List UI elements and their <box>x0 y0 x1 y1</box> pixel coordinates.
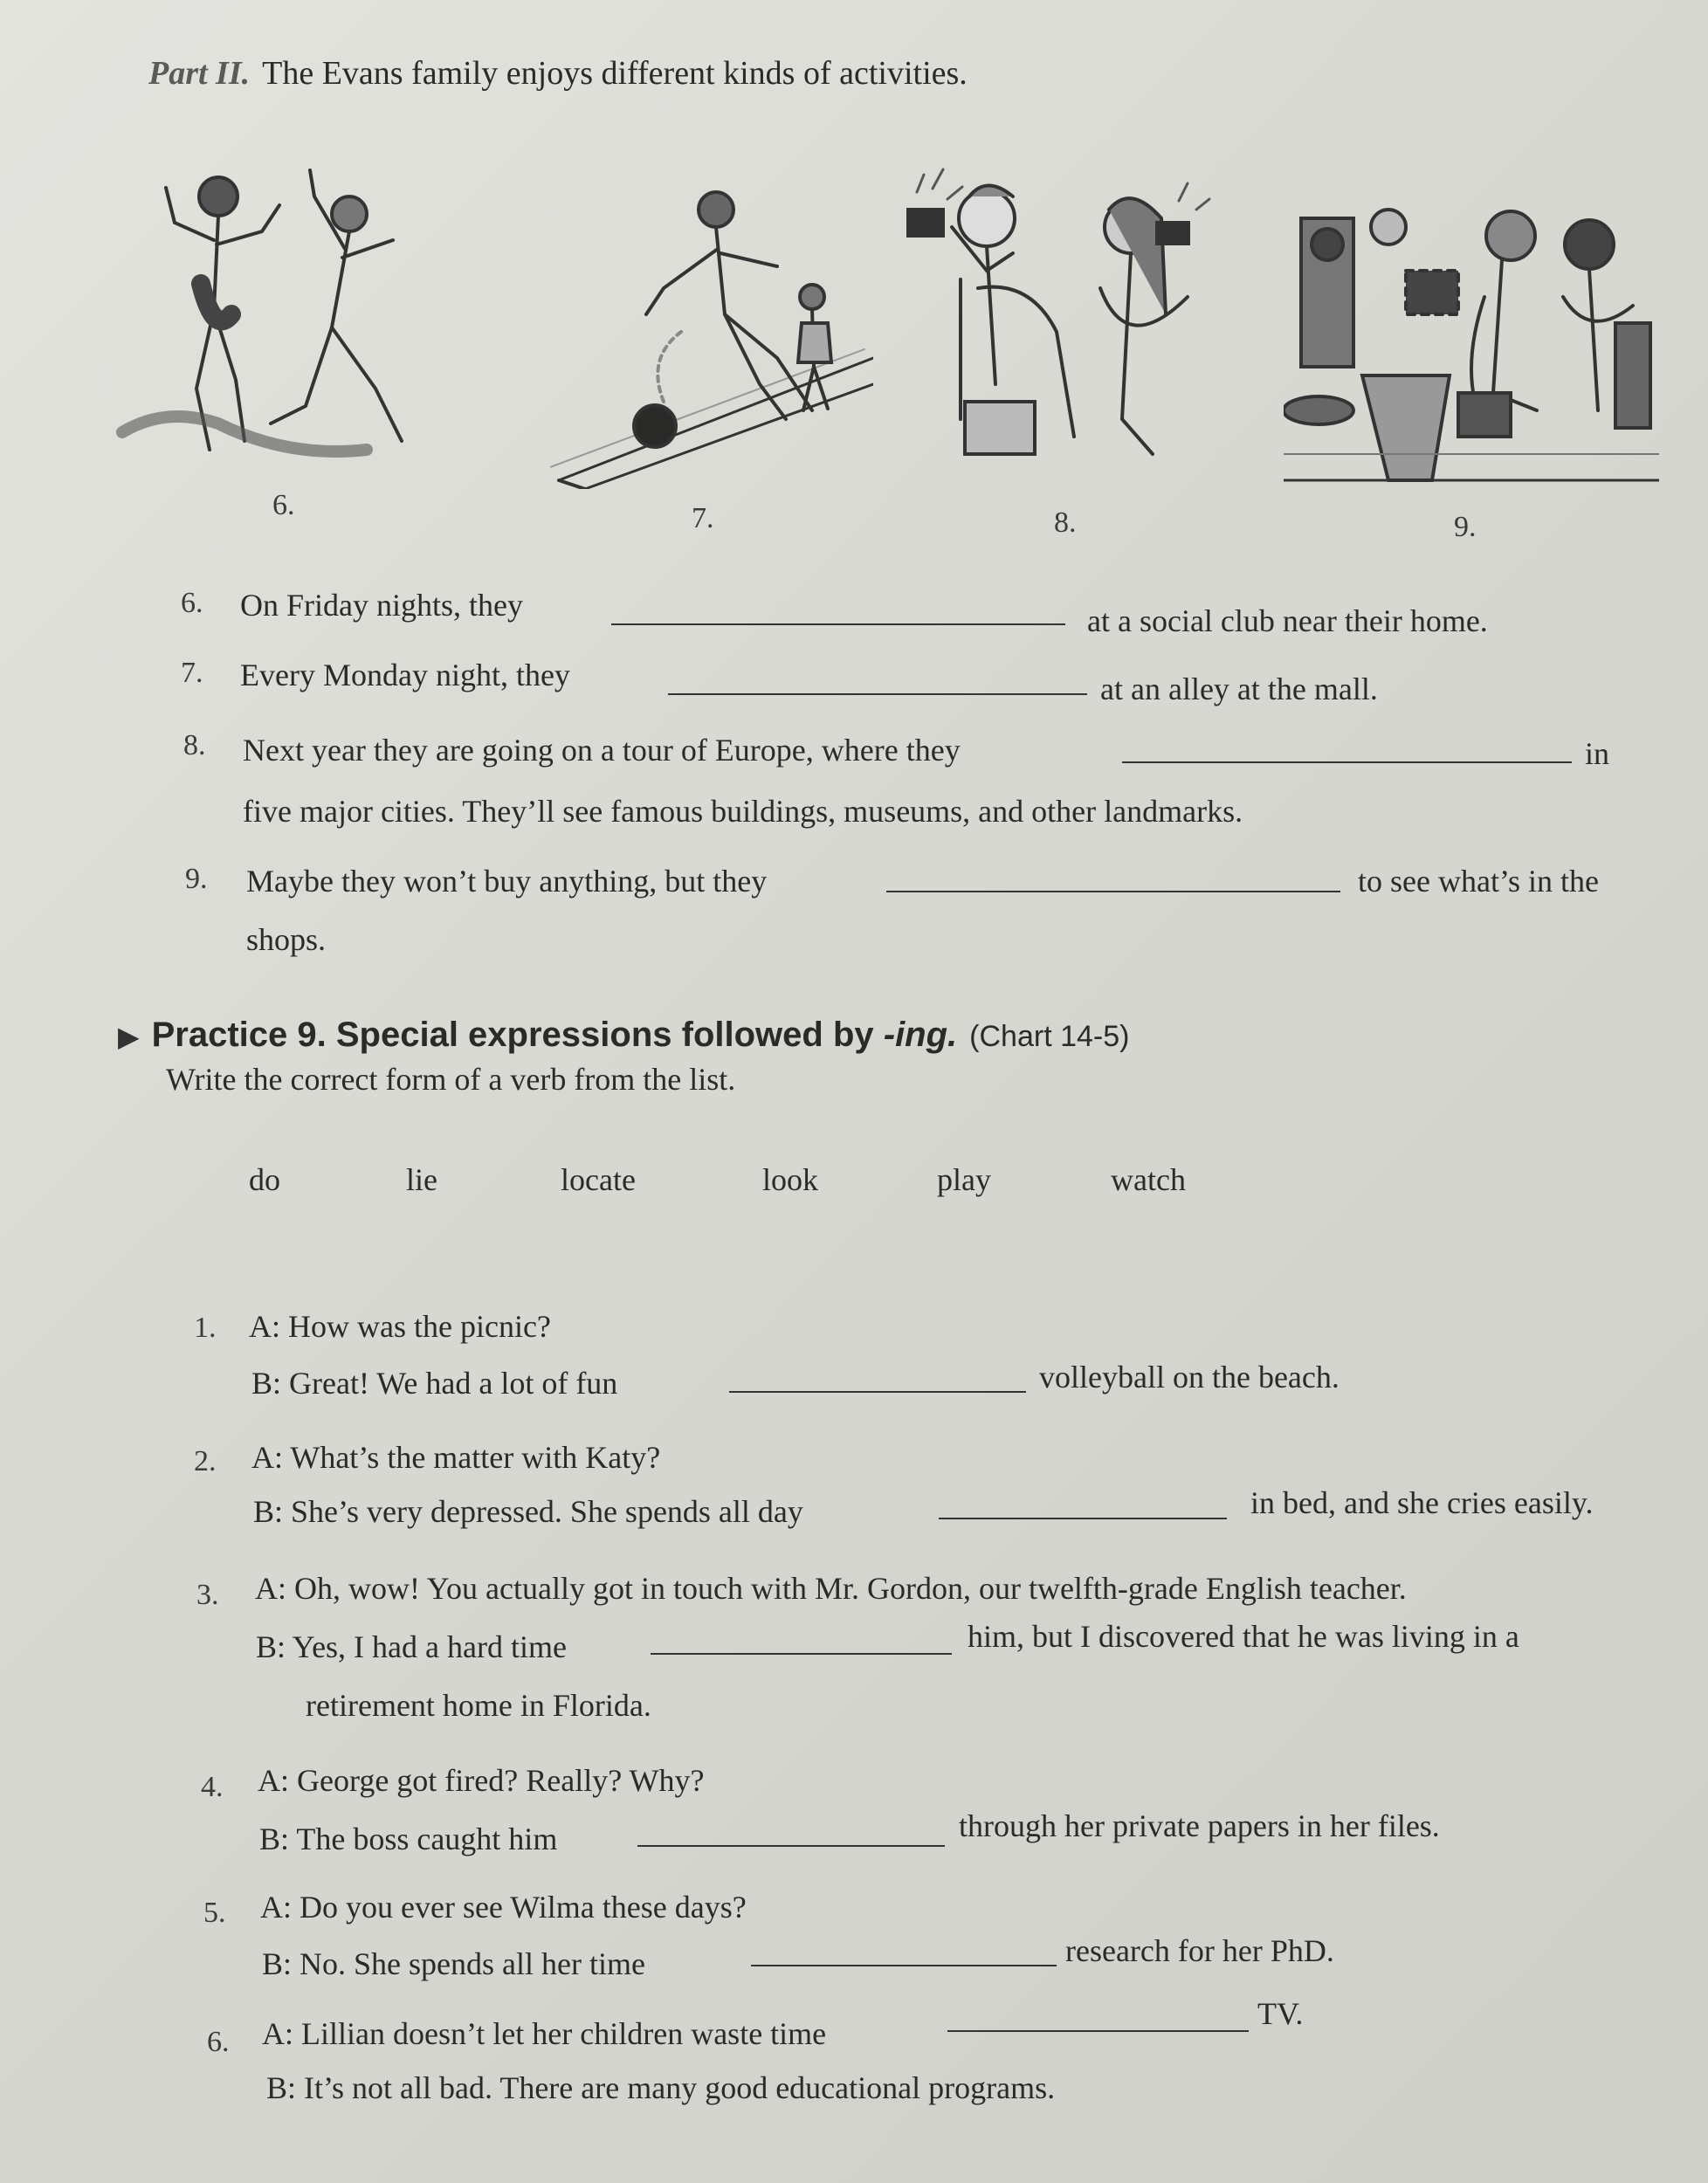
item-text-after: to see what’s in the <box>1358 864 1599 899</box>
dialogue-line-b: B: No. She spends all her time <box>262 1946 645 1981</box>
word-list-item: do <box>249 1162 280 1197</box>
answer-blank[interactable] <box>886 891 1340 892</box>
item-number: 7. <box>181 657 203 689</box>
dialogue-line-a: A: Lillian doesn’t let her children waste time <box>262 2016 827 2051</box>
dialogue-line-b: B: Great! We had a lot of fun <box>251 1366 618 1401</box>
dialogue-number: 4. <box>201 1771 224 1803</box>
figure-8-number: 8. <box>1054 506 1077 539</box>
word-list-item: look <box>762 1162 819 1197</box>
dialogue-line-b-after: him, but I discovered that he was living in a <box>968 1619 1519 1654</box>
dialogue-line-a: A: What’s the matter with Katy? <box>251 1440 661 1475</box>
part-title: The Evans family enjoys different kinds of activities. <box>262 55 968 92</box>
dialogue-line-b-after: through her private papers in her files. <box>959 1808 1440 1843</box>
answer-blank[interactable] <box>939 1518 1227 1519</box>
dialogue-number: 3. <box>196 1579 219 1611</box>
dialogue-number: 5. <box>203 1897 226 1929</box>
dialogue-line-a: A: Do you ever see Wilma these days? <box>260 1890 747 1925</box>
item-text-before: On Friday nights, they <box>240 588 523 623</box>
chart-reference: (Chart 14-5) <box>969 1020 1130 1053</box>
answer-blank[interactable] <box>729 1391 1026 1393</box>
item-text-after: in <box>1585 736 1610 771</box>
dialogue-line-b-after: research for her PhD. <box>1065 1933 1334 1968</box>
answer-blank[interactable] <box>651 1653 952 1655</box>
dialogue-line-a: A: How was the picnic? <box>249 1309 551 1344</box>
illustration-shopping <box>1284 201 1659 498</box>
answer-blank[interactable] <box>751 1965 1057 1966</box>
item-text-before: Next year they are going on a tour of Europe, where they <box>243 733 961 768</box>
answer-blank[interactable] <box>611 623 1065 625</box>
word-list-item: lie <box>406 1162 437 1197</box>
item-continuation: five major cities. They’ll see famous buildings, museums, and other landmarks. <box>243 794 1243 829</box>
item-text-before: Maybe they won’t buy anything, but they <box>246 864 768 899</box>
dialogue-line-b: B: She’s very depressed. She spends all day <box>253 1494 803 1529</box>
dialogue-line-b-after: volleyball on the beach. <box>1039 1360 1340 1395</box>
part-label: Part II. <box>148 55 251 92</box>
word-list-item: play <box>937 1162 991 1197</box>
dialogue-number: 2. <box>194 1445 217 1477</box>
answer-blank[interactable] <box>1122 761 1572 763</box>
practice-instruction: Write the correct form of a verb from the list. <box>166 1062 736 1097</box>
figure-6-number: 6. <box>272 489 295 521</box>
illustration-bowling <box>550 183 873 489</box>
item-number: 6. <box>181 587 203 619</box>
part-heading <box>148 54 968 93</box>
word-list-item: locate <box>561 1162 636 1197</box>
dialogue-line-b: B: Yes, I had a hard time <box>256 1629 567 1664</box>
illustration-tourists-photos <box>899 157 1231 506</box>
dialogue-line-b-after: in bed, and she cries easily. <box>1250 1485 1594 1520</box>
dialogue-line-b: B: It’s not all bad. There are many good educational programs. <box>266 2070 1056 2105</box>
dialogue-line-b: B: The boss caught him <box>259 1821 558 1856</box>
play-triangle-icon: ▶ <box>118 1021 140 1052</box>
answer-blank[interactable] <box>947 2030 1249 2032</box>
practice-title: Practice 9. Special expressions followed by <box>151 1016 874 1054</box>
figure-7-number: 7. <box>692 502 714 534</box>
item-continuation: shops. <box>246 922 327 957</box>
item-number: 8. <box>183 729 206 761</box>
item-number: 9. <box>185 863 208 895</box>
dialogue-line-a: A: George got fired? Really? Why? <box>258 1763 705 1798</box>
dialogue-line-a: A: Oh, wow! You actually got in touch with Mr. Gordon, our twelfth-grade English teacher. <box>255 1571 1407 1606</box>
word-list-item: watch <box>1111 1162 1186 1197</box>
answer-blank[interactable] <box>668 693 1087 695</box>
answer-blank[interactable] <box>637 1845 945 1847</box>
dialogue-number: 1. <box>194 1312 217 1344</box>
dialogue-line-a-after: TV. <box>1257 1996 1304 2031</box>
item-text-after: at an alley at the mall. <box>1100 671 1378 706</box>
figure-9-number: 9. <box>1454 511 1477 543</box>
dialogue-line-b-continuation: retirement home in Florida. <box>306 1688 651 1723</box>
item-text-before: Every Monday night, they <box>240 658 570 692</box>
item-text-after: at a social club near their home. <box>1087 603 1488 638</box>
illustration-dancing <box>114 162 463 493</box>
practice-heading <box>118 1016 1129 1055</box>
dialogue-number: 6. <box>207 2026 230 2058</box>
practice-title-emphasis: -ing. <box>883 1016 958 1054</box>
